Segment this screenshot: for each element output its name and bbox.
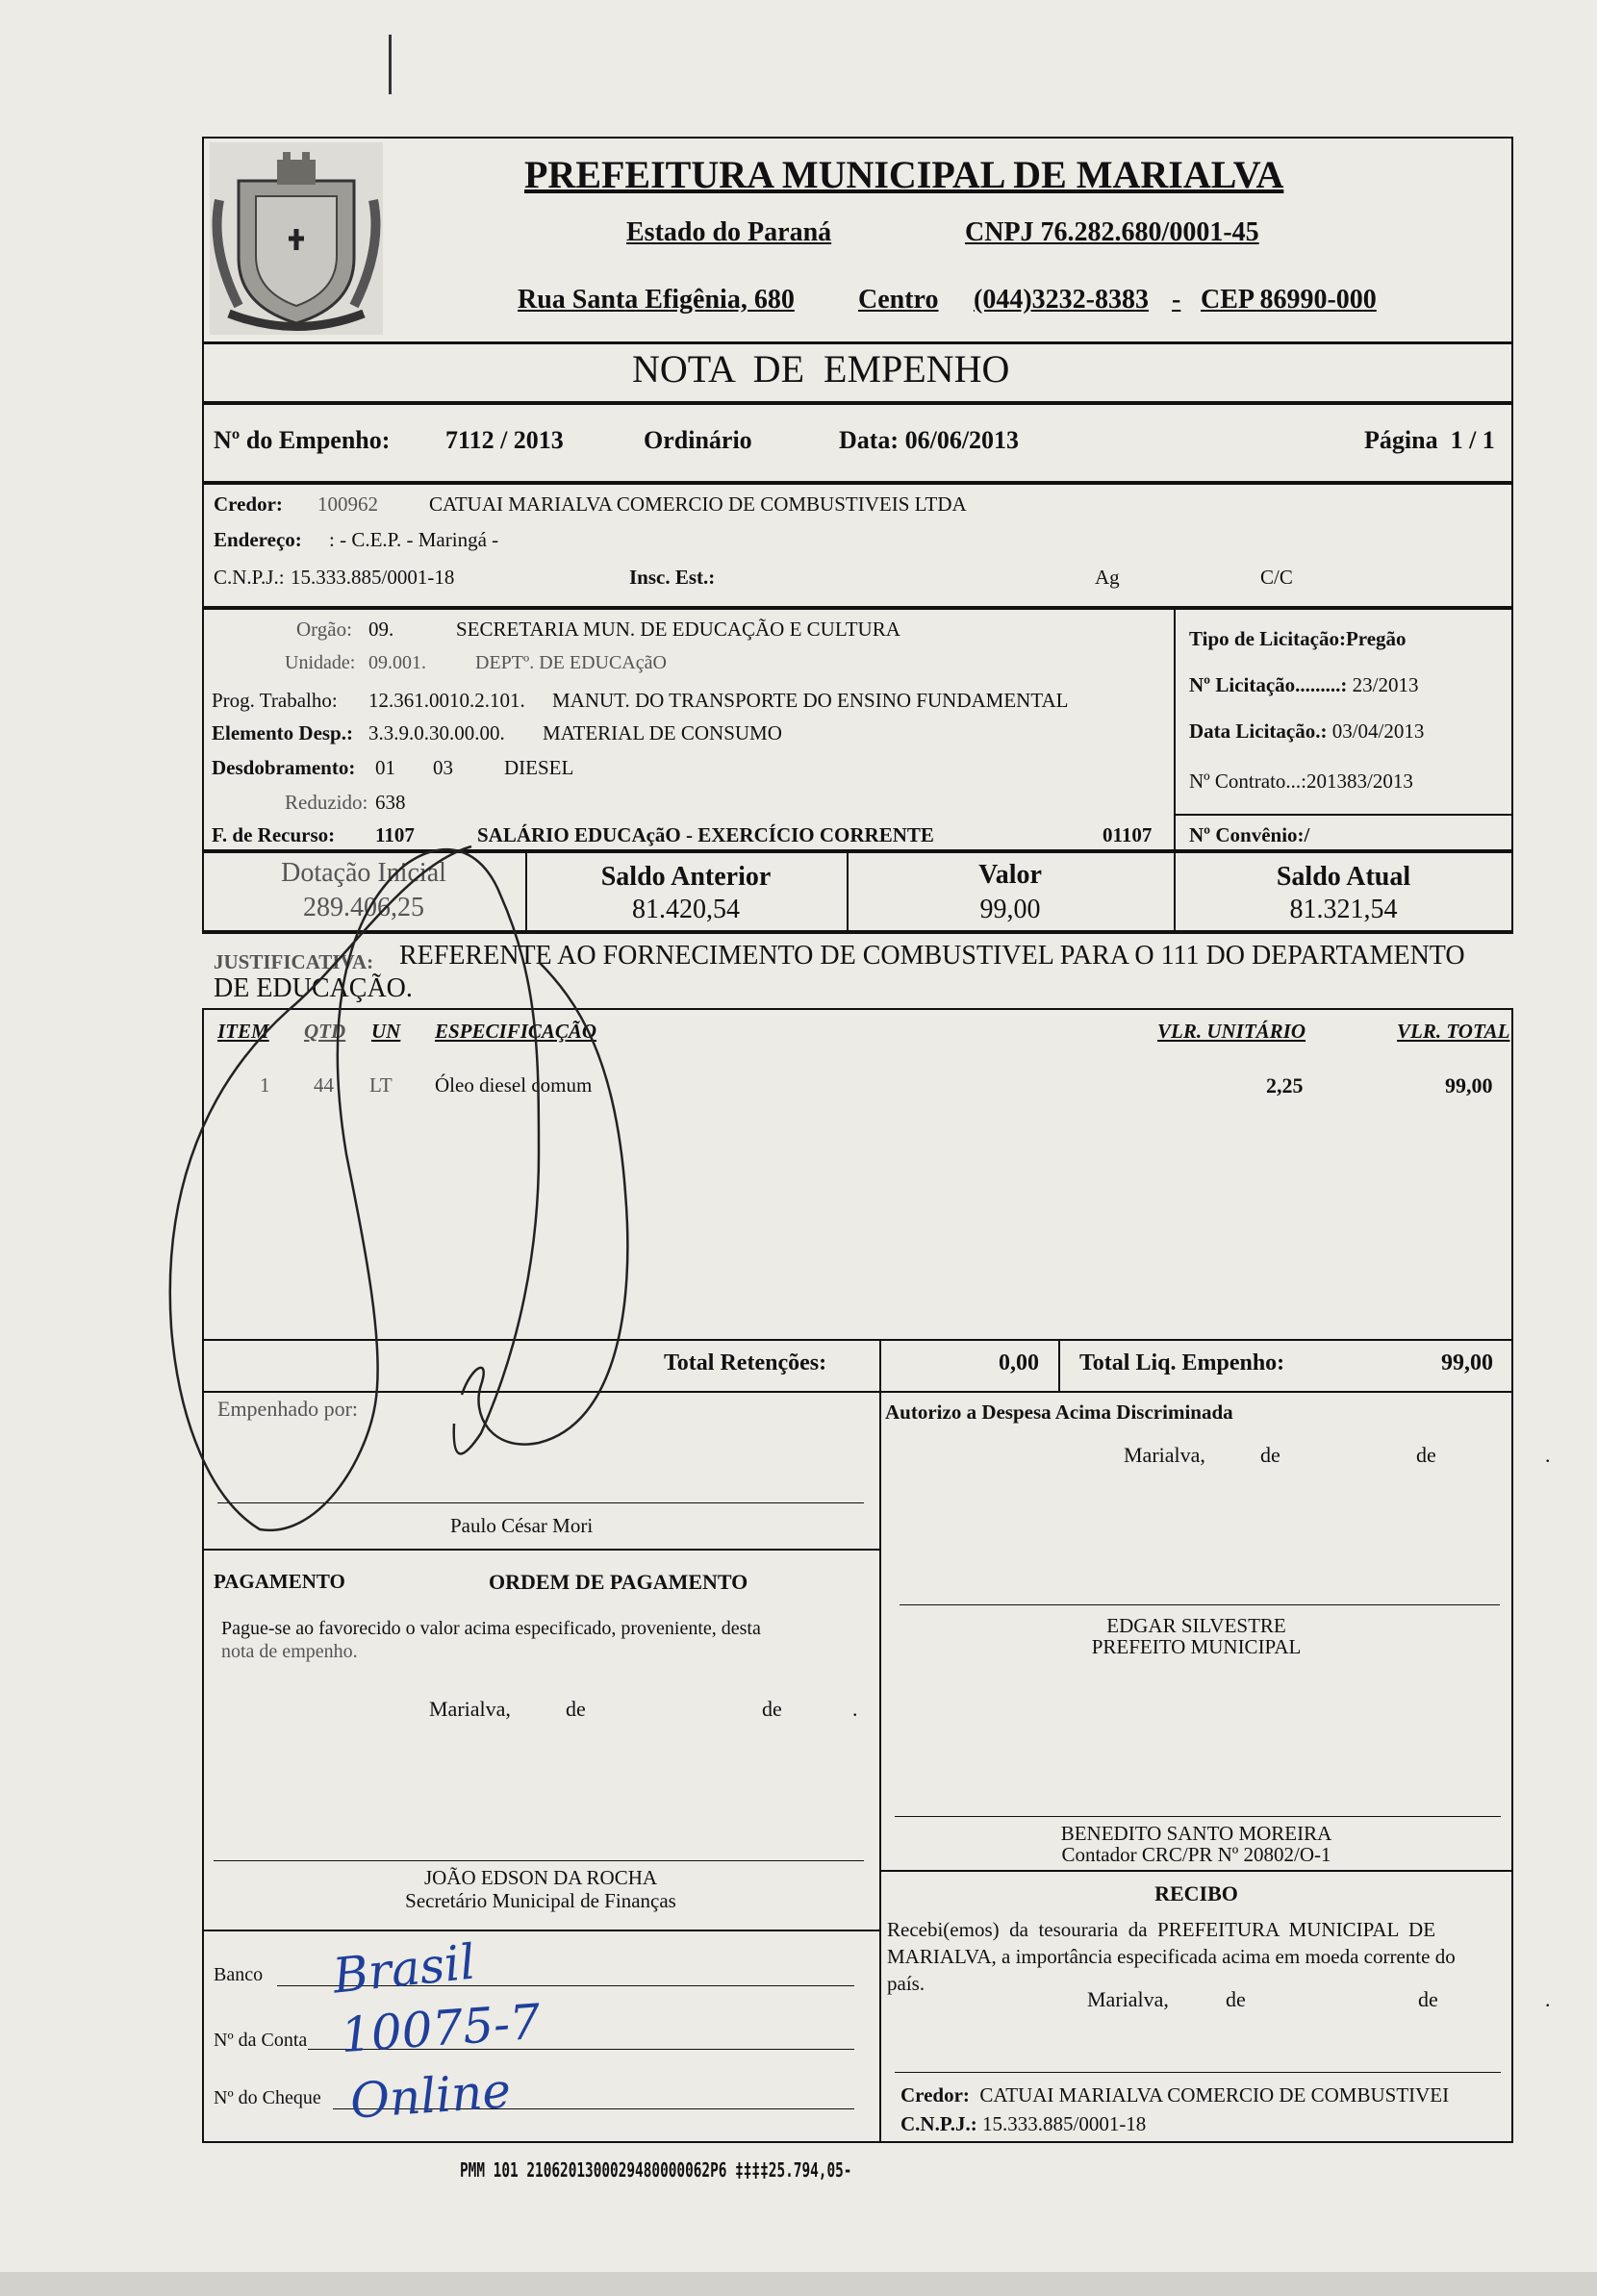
agency-label: Ag	[1095, 566, 1120, 589]
justificativa-label: JUSTIFICATIVA:	[214, 950, 374, 973]
recibo-credor-value: CATUAI MARIALVA COMERCIO DE COMBUSTIVEI	[979, 2083, 1450, 2107]
recibo-text-3: país.	[887, 1972, 925, 1995]
col-qtd-header: QTD	[304, 1020, 346, 1043]
prog-code: 12.361.0010.2.101.	[368, 689, 525, 712]
contador-title: Contador CRC/PR Nº 20802/O-1	[1061, 1843, 1331, 1866]
prog-label: Prog. Trabalho:	[212, 689, 338, 712]
phone: (044)3232-8383	[974, 285, 1149, 315]
handwritten-cheque: Online	[348, 2062, 513, 2130]
licitacao-number-label: Nº Licitação.........:	[1189, 673, 1348, 696]
handwritten-conta: 10075-7	[339, 1993, 543, 2064]
handwritten-banco: Brasil	[330, 1933, 478, 2005]
saldo-anterior-label: Saldo Anterior	[600, 862, 772, 892]
municipality-cnpj: CNPJ 76.282.680/0001-45	[965, 217, 1259, 247]
ordem-pagamento-title: ORDEM DE PAGAMENTO	[489, 1570, 748, 1594]
contador-name: BENEDITO SANTO MOREIRA	[1060, 1822, 1332, 1845]
row-unit: 2,25	[1266, 1073, 1304, 1098]
endereco-label: Endereço:	[214, 528, 302, 551]
valor-label: Valor	[978, 860, 1042, 890]
reduzido-value: 638	[375, 791, 406, 814]
autorizo-de2: de	[1416, 1443, 1436, 1467]
dash: -	[1172, 285, 1181, 315]
col-unit-header: VLR. UNITÁRIO	[1157, 1020, 1306, 1043]
elemento-name: MATERIAL DE CONSUMO	[543, 721, 782, 744]
municipality-title: PREFEITURA MUNICIPAL DE MARIALVA	[524, 153, 1284, 196]
pagamento-de2: de	[762, 1697, 782, 1721]
pagamento-text-1: Pague-se ao favorecido o valor acima especificado, proveniente, desta	[221, 1618, 761, 1639]
autorizo-title: Autorizo a Despesa Acima Discriminada	[885, 1400, 1233, 1424]
convenio: Nº Convênio:/	[1189, 823, 1310, 846]
recurso-name: SALÁRIO EDUCAçãO - EXERCÍCIO CORRENTE	[477, 823, 934, 846]
autorizo-city: Marialva,	[1124, 1443, 1205, 1467]
empenhado-label: Empenhado por:	[217, 1397, 359, 1421]
row-qtd: 44	[314, 1073, 334, 1097]
elemento-code: 3.3.9.0.30.00.00.	[368, 721, 505, 744]
recibo-city: Marialva,	[1087, 1987, 1169, 2011]
justificativa-line2: DE EDUCAÇÃO.	[214, 973, 413, 1003]
scan-edge	[0, 2272, 1597, 2296]
col-item-header: ITEM	[217, 1020, 269, 1043]
empenho-label: Nº do Empenho:	[214, 426, 391, 454]
conta-label: Nº da Conta	[214, 2030, 308, 2051]
empenho-type: Ordinário	[644, 426, 752, 454]
endereco-value: : - C.E.P. - Maringá -	[329, 528, 499, 551]
secretario-title: Secretário Municipal de Finanças	[405, 1889, 676, 1912]
saldo-anterior-value: 81.420,54	[632, 895, 740, 924]
justificativa-line1: REFERENTE AO FORNECIMENTO DE COMBUSTIVEL PARA O 111 DO DEPARTAMENTO	[399, 941, 1465, 971]
elemento-label: Elemento Desp.:	[212, 721, 353, 744]
orgao-name: SECRETARIA MUN. DE EDUCAÇÃO E CULTURA	[456, 618, 900, 641]
state-name: Estado do Paraná	[626, 217, 832, 247]
unidade-name: DEPTº. DE EDUCAçãO	[475, 652, 667, 673]
autorizo-dot: .	[1545, 1443, 1551, 1467]
recibo-title: RECIBO	[1154, 1881, 1238, 1905]
recibo-text-2: MARIALVA, a importância especificada acima em moeda corrente do	[887, 1945, 1456, 1968]
cnpj-label: C.N.P.J.:	[214, 566, 285, 589]
empenhado-name: Paulo César Mori	[450, 1514, 594, 1537]
recibo-dot: .	[1545, 1987, 1551, 2011]
desdobramento-a: 01	[375, 756, 395, 779]
district: Centro	[858, 285, 939, 315]
empenho-date: Data: 06/06/2013	[839, 426, 1020, 454]
col-total-header: VLR. TOTAL	[1397, 1020, 1510, 1043]
recibo-cnpj-label: C.N.P.J.:	[900, 2112, 977, 2135]
unidade-code: 09.001.	[368, 652, 426, 673]
recurso-label: F. de Recurso:	[212, 823, 336, 846]
prog-name: MANUT. DO TRANSPORTE DO ENSINO FUNDAMENTAL	[552, 689, 1069, 712]
saldo-atual-label: Saldo Atual	[1276, 862, 1411, 892]
reduzido-label: Reduzido:	[285, 791, 368, 814]
recibo-text-1: Recebi(emos) da tesouraria da PREFEITURA MUNICIPAL DE	[887, 1918, 1436, 1941]
col-espec-header: ESPECIFICAÇÃO	[435, 1020, 597, 1043]
orgao-code: 09.	[368, 618, 394, 641]
account-label: C/C	[1260, 566, 1293, 589]
row-espec: Óleo diesel comum	[435, 1073, 593, 1097]
row-un: LT	[369, 1073, 393, 1097]
credor-code: 100962	[317, 492, 378, 516]
cheque-label: Nº do Cheque	[214, 2087, 321, 2108]
page-number: Página 1 / 1	[1364, 426, 1495, 454]
retencoes-label: Total Retenções:	[664, 1350, 827, 1375]
recibo-de2: de	[1418, 1987, 1438, 2011]
cep: CEP 86990-000	[1201, 285, 1377, 315]
liq-empenho-label: Total Liq. Empenho:	[1079, 1350, 1285, 1375]
pagamento-dot: .	[852, 1697, 858, 1721]
secretario-name: JOÃO EDSON DA ROCHA	[423, 1866, 658, 1889]
retencoes-value: 0,00	[999, 1350, 1039, 1375]
dotacao-label: Dotação Inicial	[281, 858, 446, 888]
unidade-label: Unidade:	[285, 652, 356, 673]
pagamento-de1: de	[566, 1697, 586, 1721]
mayor-title: PREFEITO MUNICIPAL	[1091, 1635, 1302, 1658]
document-title: NOTA DE EMPENHO	[632, 347, 1010, 391]
valor-value: 99,00	[979, 895, 1041, 924]
credor-label: Credor:	[214, 492, 283, 516]
contrato: Nº Contrato...:201383/2013	[1189, 770, 1413, 793]
licitacao-date-label: Data Licitação.:	[1189, 719, 1328, 743]
autorizo-de1: de	[1260, 1443, 1280, 1467]
cnpj-value: 15.333.885/0001-18	[291, 566, 455, 589]
saldo-atual-value: 81.321,54	[1289, 895, 1398, 924]
recibo-de1: de	[1226, 1987, 1246, 2011]
licitacao-date-value: 03/04/2013	[1327, 719, 1425, 743]
recurso-number: 01107	[1103, 823, 1153, 846]
recibo-credor-label: Credor:	[900, 2083, 970, 2107]
desdobramento-name: DIESEL	[504, 756, 574, 779]
row-item: 1	[260, 1073, 270, 1097]
recibo-cnpj-value: 15.333.885/0001-18	[981, 2112, 1147, 2135]
empenho-number: 7112 / 2013	[445, 426, 564, 454]
pagamento-label: PAGAMENTO	[214, 1570, 345, 1593]
col-un-header: UN	[371, 1020, 401, 1043]
pagamento-city: Marialva,	[429, 1697, 511, 1721]
street-address: Rua Santa Efigênia, 680	[518, 285, 795, 315]
banco-label: Banco	[214, 1964, 264, 1985]
liq-empenho-value: 99,00	[1441, 1350, 1493, 1375]
licitacao-number-value: 23/2013	[1347, 673, 1419, 696]
tipo-licitacao: Tipo de Licitação:Pregão	[1189, 627, 1407, 650]
desdobramento-label: Desdobramento:	[212, 756, 356, 779]
pagamento-text-2: nota de empenho.	[221, 1641, 358, 1662]
recurso-code: 1107	[375, 823, 415, 846]
row-total: 99,00	[1445, 1073, 1493, 1098]
credor-name: CATUAI MARIALVA COMERCIO DE COMBUSTIVEIS LTDA	[429, 492, 967, 516]
mechanical-stamp: PMM 101 2106201300029480000062P6 ‡‡‡‡25.794,05-	[460, 2158, 852, 2182]
dotacao-value: 289.406,25	[303, 893, 424, 922]
orgao-label: Orgão:	[296, 618, 352, 641]
mayor-name: EDGAR SILVESTRE	[1106, 1614, 1286, 1637]
insc-est-label: Insc. Est.:	[629, 566, 716, 589]
desdobramento-b: 03	[433, 756, 453, 779]
